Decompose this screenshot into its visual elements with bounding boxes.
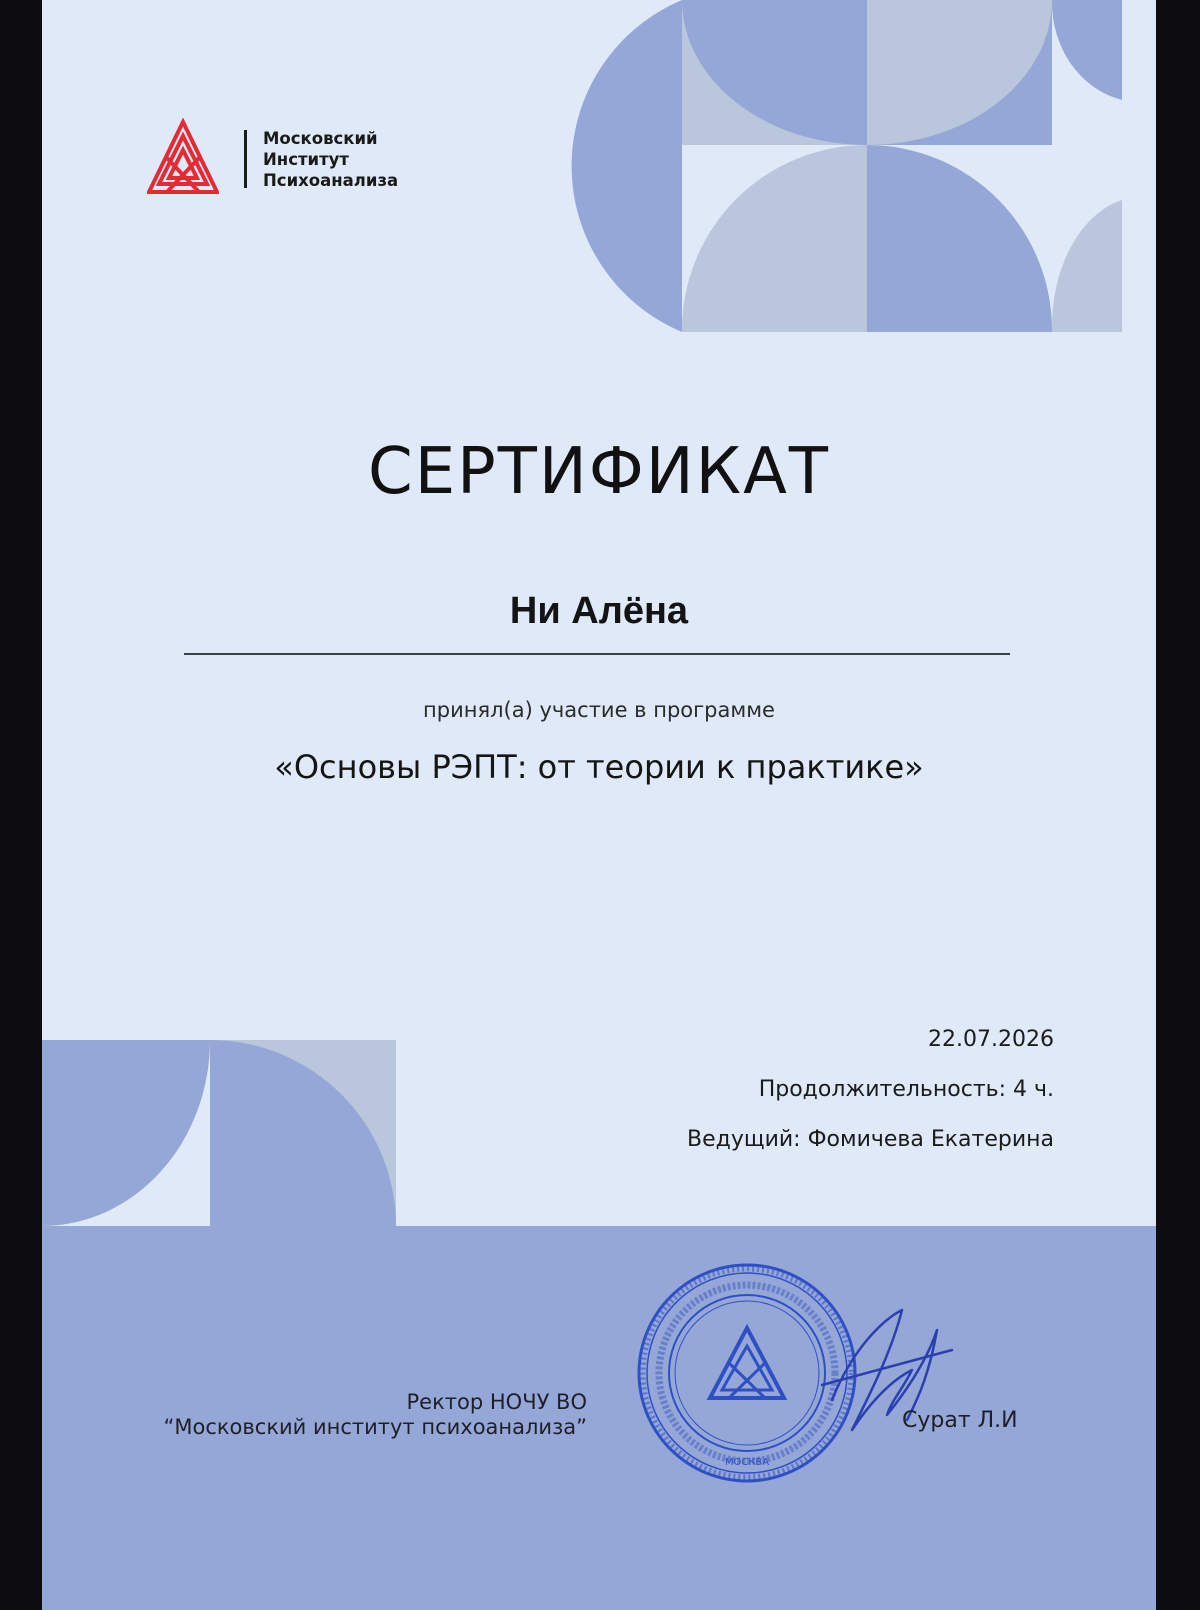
- logo-text: [263, 128, 398, 191]
- rector-institution: “Московский институт психоанализа”: [163, 1415, 587, 1439]
- deco-block-lower: [210, 1040, 396, 1226]
- participation-text: принял(а) участие в программе: [423, 698, 775, 722]
- lead-instructor: Ведущий: Фомичева Екатерина: [687, 1127, 1054, 1152]
- institute-logo: [147, 118, 447, 202]
- logo-divider: [244, 130, 247, 188]
- issue-date: 22.07.2026: [928, 1027, 1054, 1052]
- deco-quarter-mid-right: [867, 145, 1052, 332]
- deco-quarter-lower-left: [42, 1040, 210, 1226]
- recipient-name: Ни Алёна: [509, 590, 689, 632]
- certificate-page: [42, 0, 1156, 1610]
- logo-triangle-icon: [147, 118, 219, 198]
- deco-half-circle-lower: [210, 1040, 396, 1226]
- deco-half-circle-large: [572, 0, 682, 332]
- certificate-details: [687, 1015, 1054, 1165]
- signatory-title: [162, 1390, 587, 1440]
- logo-line-3: Психоанализа: [263, 171, 399, 190]
- stamp-city-text: МОСКВА: [724, 1457, 770, 1468]
- name-underline: [184, 653, 1010, 655]
- certificate-title: СЕРТИФИКАТ: [368, 435, 830, 509]
- deco-quarter-mid-left: [682, 145, 867, 332]
- logo-line-1: Московский: [263, 129, 378, 148]
- signer-name: Сурат Л.И: [902, 1408, 1018, 1433]
- program-title: «Основы РЭПТ: от теории к практике»: [274, 748, 924, 786]
- deco-edge-top: [1052, 0, 1122, 100]
- duration: Продолжительность: 4 ч.: [758, 1077, 1054, 1102]
- logo-line-2: Институт: [263, 150, 349, 169]
- deco-edge-bottom: [1052, 200, 1122, 332]
- rector-position: Ректор НОЧУ ВО: [406, 1390, 587, 1414]
